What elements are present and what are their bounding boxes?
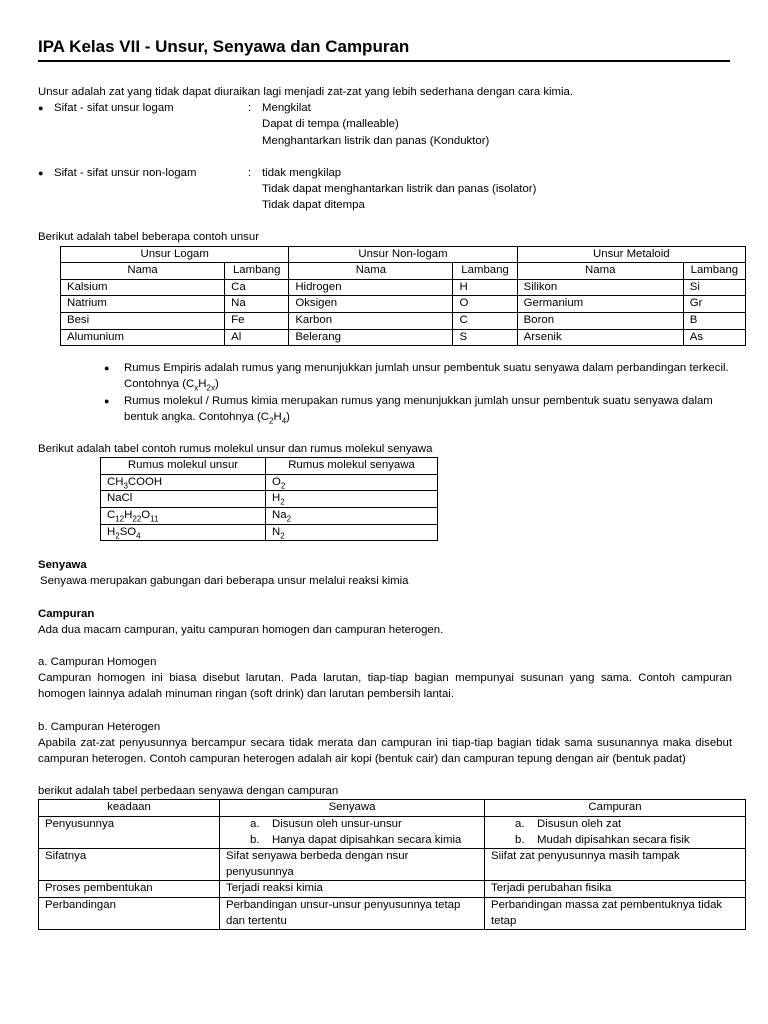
nonlogam-label: Sifat - sifat unsur non-logam	[54, 166, 197, 179]
senyawa-heading: Senyawa	[38, 559, 87, 572]
column-header: Lambang	[225, 263, 289, 280]
table-row: Proses pembentukan Terjadi reaksi kimia Terjadi perubahan fisika	[39, 881, 746, 898]
heterogen-text: Apabila zat-zat penyusunnya bercampur secara tidak merata dan campuran ini tiap-tiap bagian tidak sama susunannya maka disebut campuran heterogen. Contoh campuran heterogen adalah air kopi (bentuk cair) dan campuran tepung dengan air (bentuk padat)	[38, 736, 732, 765]
column-header: Lambang	[453, 263, 517, 280]
column-header: Nama	[517, 263, 683, 280]
rumus-empiris: Rumus Empiris adalah rumus yang menunjukkan jumlah unsur pembentuk suatu senyawa dalam perbandingan terkecil. Contohnya $(C_xH_{2x})$	[124, 362, 729, 393]
table-row: Besi Fe Karbon C Boron B	[61, 313, 746, 330]
table-row: Perbandingan Perbandingan unsur-unsur penyusunnya tetap dan tertentu Perbandingan massa zat pembentuknya tidak tetap	[39, 897, 746, 929]
logam-properties: ● Sifat - sifat unsur logam : Mengkilat Dapat di tempa (malleable) Menghantarkan listrik dan panas (Konduktor)	[38, 100, 732, 149]
table-row: Alumunium Al Belerang S Arsenik As	[61, 329, 746, 346]
table-row: Natrium Na Oksigen O Germanium Gr	[61, 296, 746, 313]
homogen-text: Campuran homogen ini biasa disebut larutan. Pada larutan, tiap-tiap bagian mempunyai susunan yang sama. Contoh campuran homogen lainnya adalah minuman ringan (soft drink) dan larutan pembersih lantai.	[38, 672, 732, 701]
table2-caption: Berikut adalah tabel contoh rumus molekul unsur dan rumus molekul senyawa	[38, 443, 433, 455]
group-header: Unsur Metaloid	[517, 246, 745, 263]
table-row: $CH_3COOH$ $O_2$	[101, 474, 438, 491]
table-row: Sifatnya Sifat senyawa berbeda dengan nsur penyusunnya Siifat zat penyusunnya masih tampak	[39, 849, 746, 881]
column-header: Rumus molekul senyawa	[266, 458, 438, 475]
heterogen-heading: b. Campuran Heterogen	[38, 720, 161, 733]
unsur-table	[60, 246, 746, 347]
intro-text: Unsur adalah zat yang tidak dapat diuraikan lagi menjadi zat-zat yang lebih sederhana dengan cara kimia.	[38, 86, 574, 98]
nonlogam-item: Tidak dapat menghantarkan listrik dan panas (isolator)	[262, 183, 537, 196]
nonlogam-properties: ● Sifat - sifat unsur non-logam : tidak mengkilap Tidak dapat menghantarkan listrik dan panas (isolator) Tidak dapat ditempa	[38, 165, 732, 214]
table3-caption: berikut adalah tabel perbedaan senyawa dengan campuran	[38, 785, 339, 798]
page-title: IPA Kelas VII - Unsur, Senyawa dan Campuran	[38, 36, 730, 62]
column-header: Rumus molekul unsur	[101, 458, 266, 475]
table1-caption: Berikut adalah tabel beberapa contoh unsur	[38, 231, 260, 244]
column-header: Senyawa	[220, 800, 485, 817]
logam-item: Menghantarkan listrik dan panas (Konduktor)	[262, 134, 490, 147]
logam-item: Mengkilat	[262, 102, 311, 115]
campuran-text: Ada dua macam campuran, yaitu campuran homogen dan campuran heterogen.	[38, 623, 444, 636]
table-row: $H_2SO_4$ $N_2$	[101, 524, 438, 541]
rumus-list: ● Rumus Empiris adalah rumus yang menunjukkan jumlah unsur pembentuk suatu senyawa dalam perbandingan terkecil. Contohnya $(C_xH_{2x})$ ● Rumus molekul / Rumus kimia merupakan rumus yang menunjukkan jumlah unsur pembentuk suatu senyawa dalam bentuk angka. Contohnya $(C_2H_4)$	[104, 360, 732, 425]
column-header: Nama	[61, 263, 225, 280]
column-header: Campuran	[485, 800, 746, 817]
perbedaan-table	[38, 799, 746, 930]
column-header: Nama	[289, 263, 453, 280]
nonlogam-item: tidak mengkilap	[262, 166, 342, 179]
logam-label: Sifat - sifat unsur logam	[54, 102, 174, 115]
nonlogam-item: Tidak dapat ditempa	[262, 199, 365, 212]
table-row: NaCl $H_2$	[101, 491, 438, 508]
group-header: Unsur Logam	[61, 246, 289, 263]
homogen-heading: a. Campuran Homogen	[38, 655, 157, 668]
campuran-heading: Campuran	[38, 607, 95, 620]
rumus-molekul: Rumus molekul / Rumus kimia merupakan rumus yang menunjukkan jumlah unsur pembentuk suatu senyawa dalam bentuk angka. Contohnya $(C_2H_4)$	[124, 394, 713, 426]
column-header: Lambang	[683, 263, 745, 280]
rumus-table	[100, 457, 438, 541]
table-row: Kalsium Ca Hidrogen H Silikon Si	[61, 279, 746, 296]
group-header: Unsur Non-logam	[289, 246, 517, 263]
senyawa-text: Senyawa merupakan gabungan dari beberapa unsur melalui reaksi kimia	[40, 575, 409, 588]
column-header: keadaan	[39, 800, 220, 817]
table-row: $C_{12}H_{22}O_{11}$ $Na_2$	[101, 507, 438, 524]
table-row: Penyusunnya a. Disusun oleh unsur-unsur b. Hanya dapat dipisahkan secara kimia a. Disusun oleh zat b. Mudah dipisahkan secara fisik	[39, 817, 746, 849]
logam-item: Dapat di tempa (malleable)	[262, 118, 399, 131]
document-page	[38, 36, 739, 930]
